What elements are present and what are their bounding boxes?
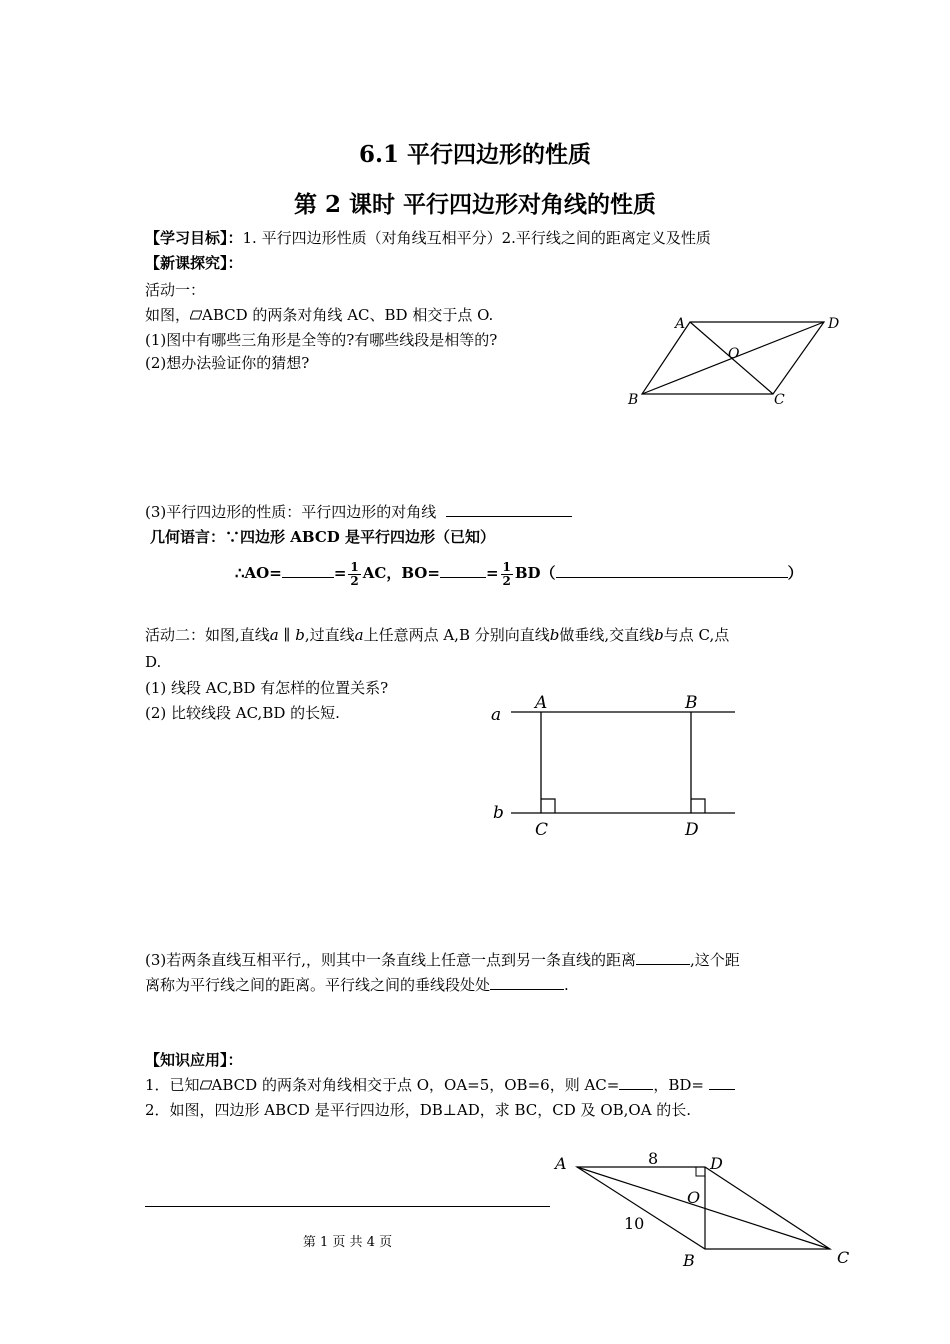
application-p2: 2．如图，四边形 ABCD 是平行四边形，DB⊥AD，求 BC，CD 及 OB,OA 的长. <box>145 1101 692 1119</box>
activity1-q2: (2)想办法验证你的猜想? <box>145 354 310 372</box>
activity2-q2: (2) 比较线段 AC,BD 的长短. <box>145 704 340 722</box>
bd-part: BD（ <box>514 564 556 582</box>
application-p1-pre: 1．已知 <box>145 1076 200 1094</box>
label-line-a: a <box>491 705 502 725</box>
label-ten: 10 <box>624 1214 645 1233</box>
ac-part: AC，BO= <box>362 564 440 582</box>
explore-label: 【新课探究】： <box>145 254 243 272</box>
activity1-intro <box>145 305 493 325</box>
parallelogram-symbol-icon <box>190 310 202 320</box>
activity1-q3 <box>145 502 572 522</box>
frac-den-1: 2 <box>350 573 359 588</box>
right-angle-d <box>691 799 705 813</box>
label-c3: C <box>837 1248 850 1267</box>
activity2-text-d: 做垂线,交直线 <box>559 626 655 644</box>
var-a: a <box>269 626 279 644</box>
activity2-q3-line1 <box>145 950 740 970</box>
activity2-text-e: 与点 C,点 <box>663 626 730 644</box>
application-label: 【知识应用】： <box>145 1051 243 1069</box>
label-a: A <box>675 316 686 332</box>
blank-distance[interactable] <box>636 950 690 965</box>
parallelogram-symbol-icon-2 <box>200 1080 212 1090</box>
page-subtitle: 第 2 课时 平行四边形对角线的性质 <box>293 191 657 218</box>
activity2-q1: (1) 线段 AC,BD 有怎样的位置关系? <box>145 679 389 697</box>
activity2-q3-b: ,这个距 <box>690 951 740 969</box>
activity1-q3-text: (3)平行四边形的性质：平行四边形的对角线 <box>145 503 437 521</box>
close-paren: ） <box>787 564 803 582</box>
fraction-half-2 <box>501 561 513 588</box>
blank-bd-length[interactable] <box>709 1075 735 1090</box>
objectives-line <box>145 228 711 248</box>
activity2-line2: D. <box>145 653 162 671</box>
right-angle-c <box>541 799 555 813</box>
footer-rule <box>145 1206 550 1207</box>
activity2-q3-c: 离称为平行线之间的距离。平行线之间的垂线段处处 <box>145 976 491 994</box>
activity2-text-c: 上任意两点 A,B 分别向直线 <box>363 626 550 644</box>
label-d3: D <box>710 1154 723 1173</box>
label-c: C <box>774 392 785 408</box>
label-a3: A <box>555 1154 567 1173</box>
page-title: 6.1 平行四边形的性质 <box>358 141 592 168</box>
activity2-text-b: ,过直线 <box>304 626 355 644</box>
page-footer: 第 1 页 共 4 页 <box>302 1235 393 1250</box>
activity1-intro-post: ABCD 的两条对角线 AC、BD 相交于点 O. <box>202 306 494 324</box>
fraction-half-1 <box>348 561 360 588</box>
application-figure <box>550 1145 860 1275</box>
application-p1-bd: ，BD= <box>653 1076 704 1094</box>
frac-den-2: 2 <box>502 573 511 588</box>
application-p1 <box>145 1075 735 1095</box>
parallelogram-figure <box>620 310 850 410</box>
label-eight: 8 <box>648 1149 659 1168</box>
activity2-line1 <box>145 625 729 645</box>
application-p1-post: ABCD 的两条对角线相交于点 O，OA=5，OB=6，则 AC= <box>211 1076 620 1094</box>
activity1-intro-pre: 如图， <box>145 306 191 324</box>
objectives-label: 【学习目标】： <box>145 229 243 247</box>
blank-ac-length[interactable] <box>619 1075 653 1090</box>
diagonal-ac-2 <box>577 1167 830 1249</box>
label-d2: D <box>685 820 699 840</box>
activity2-q3-line2 <box>145 975 569 995</box>
activity2-q3-a: (3)若两条直线互相平行,，则其中一条直线上任意一点到另一条直线的距离 <box>145 951 637 969</box>
label-line-b: b <box>493 803 504 823</box>
var-b-2: b <box>549 626 560 644</box>
frac-num-1: 1 <box>350 559 359 574</box>
geometric-language: 几何语言：∵四边形 ABCD 是平行四边形（已知） <box>150 528 495 546</box>
right-angle-d2 <box>696 1167 705 1176</box>
activity1-heading: 活动一： <box>145 281 206 299</box>
blank-diagonal-property[interactable] <box>446 502 572 517</box>
activity2-text-a: 活动二：如图,直线 <box>145 626 270 644</box>
parallel-lines-figure <box>485 690 745 840</box>
label-o3: O <box>687 1188 701 1207</box>
therefore-ao: ∴AO= <box>235 564 282 582</box>
blank-reason[interactable] <box>556 563 788 578</box>
label-b: B <box>628 392 639 408</box>
label-a2: A <box>535 693 548 713</box>
frac-num-2: 1 <box>502 559 511 574</box>
label-d: D <box>828 316 840 332</box>
label-b3: B <box>683 1251 695 1270</box>
activity1-q1: (1)图中有哪些三角形是全等的?有哪些线段是相等的? <box>145 331 498 349</box>
equals-1: = <box>333 564 347 582</box>
blank-everywhere[interactable] <box>490 975 564 990</box>
parallel-symbol: ∥ <box>283 626 291 644</box>
label-c2: C <box>535 820 549 840</box>
var-b: b <box>295 626 305 644</box>
label-o: O <box>728 346 740 362</box>
var-a-2: a <box>354 626 364 644</box>
blank-bo-1[interactable] <box>440 563 486 578</box>
blank-ao-1[interactable] <box>282 563 334 578</box>
therefore-line <box>235 560 803 588</box>
activity2-q3-d: . <box>564 976 569 994</box>
label-b2: B <box>685 693 698 713</box>
equals-2: = <box>485 564 499 582</box>
objectives-text: 1. 平行四边形性质（对角线互相平分）2.平行线之间的距离定义及性质 <box>242 229 711 247</box>
var-b-3: b <box>654 626 664 644</box>
